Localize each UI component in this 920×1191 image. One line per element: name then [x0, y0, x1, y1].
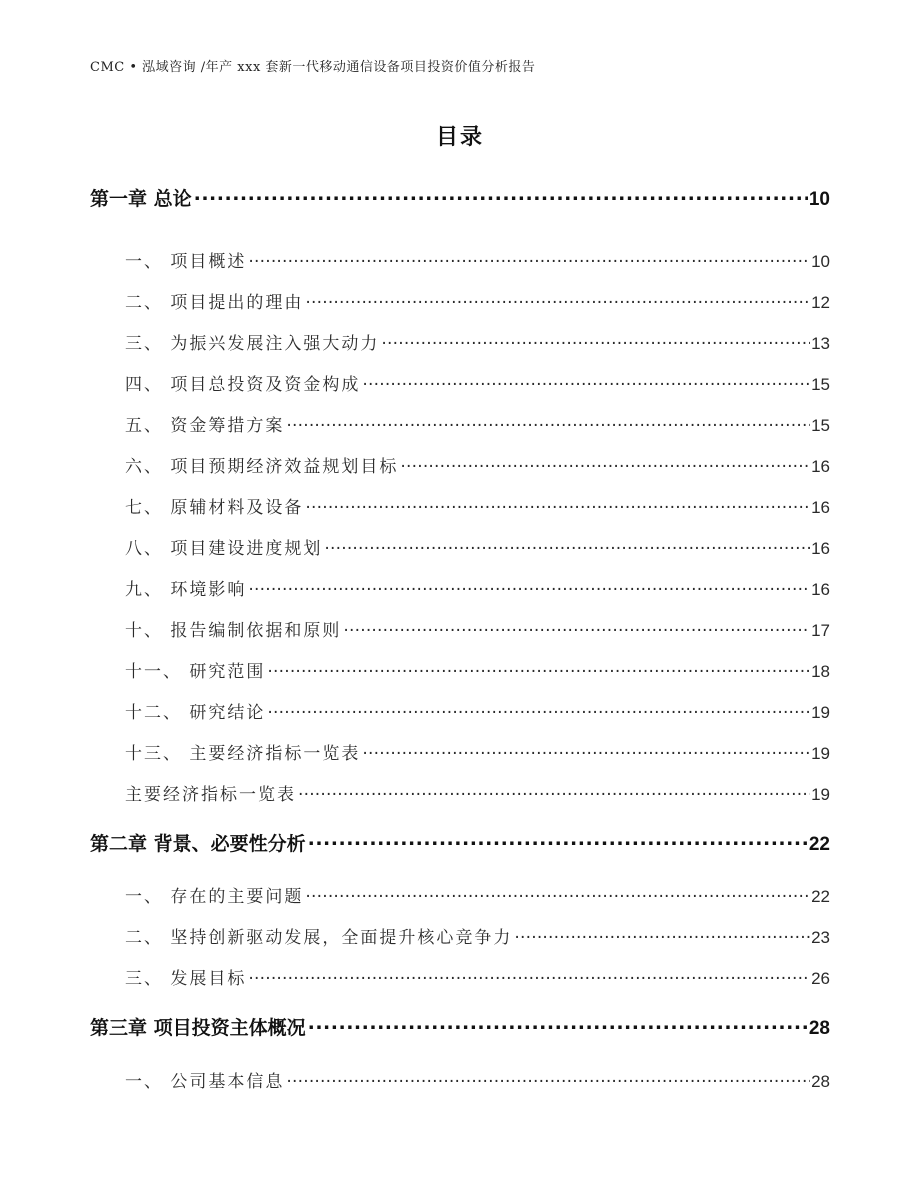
dot-leader [286, 414, 810, 431]
toc-chapter-entry[interactable] [90, 829, 830, 856]
toc-entry-label: 一、 公司基本信息 [125, 1072, 285, 1092]
toc-entry-page-number: 22 [808, 834, 830, 855]
dot-leader [305, 291, 810, 308]
toc-section-entry[interactable] [125, 575, 830, 600]
dot-leader [286, 1070, 810, 1087]
toc-entry-label: 主要经济指标一览表 [125, 785, 296, 805]
dot-leader [324, 537, 810, 554]
toc-entry-page-number: 15 [811, 416, 830, 435]
toc-entry-label: 二、 坚持创新驱动发展，全面提升核心竞争力 [125, 928, 513, 948]
dot-leader [343, 619, 810, 636]
toc-entry-page-number: 16 [811, 498, 830, 517]
toc-section-entry[interactable] [125, 534, 830, 559]
toc-entry-label: 第二章 背景、必要性分析 [90, 833, 306, 855]
dot-leader [248, 967, 810, 984]
toc-section-entry[interactable] [125, 288, 830, 313]
dot-leader [298, 783, 810, 800]
toc-entry-page-number: 16 [811, 457, 830, 476]
toc-entry-page-number: 10 [808, 189, 830, 210]
toc-entry-label: 二、 项目提出的理由 [125, 293, 304, 313]
toc-section-entry[interactable] [125, 923, 830, 948]
dot-leader [305, 885, 810, 902]
toc-entry-label: 一、 项目概述 [125, 252, 247, 272]
toc-entry-page-number: 13 [811, 334, 830, 353]
toc-section-entry[interactable] [125, 452, 830, 477]
toc-entry-page-number: 23 [811, 928, 830, 947]
dot-leader [267, 660, 810, 677]
toc-entry-label: 八、 项目建设进度规划 [125, 539, 323, 559]
running-header: CMC • 泓域咨询 /年产 xxx 套新一代移动通信设备项目投资价值分析报告 [90, 60, 536, 75]
dot-leader [400, 455, 810, 472]
toc-entry-label: 三、 发展目标 [125, 969, 247, 989]
toc-section-entry[interactable] [125, 964, 830, 989]
toc-section-entry[interactable] [125, 411, 830, 436]
dot-leader [194, 186, 808, 205]
toc-section-entry[interactable] [125, 616, 830, 641]
toc-entry-page-number: 19 [811, 744, 830, 763]
toc-entry-label: 七、 原辅材料及设备 [125, 498, 304, 518]
dot-leader [362, 373, 810, 390]
toc-entry-page-number: 26 [811, 969, 830, 988]
toc-entry-page-number: 18 [811, 662, 830, 681]
toc-entry-page-number: 16 [811, 539, 830, 558]
toc-entry-label: 四、 项目总投资及资金构成 [125, 375, 361, 395]
toc-entry-label: 五、 资金筹措方案 [125, 416, 285, 436]
toc-entry-page-number: 15 [811, 375, 830, 394]
toc-entry-label: 第一章 总论 [90, 188, 192, 210]
toc-entry-label: 十三、 主要经济指标一览表 [125, 744, 361, 764]
toc-section-entry[interactable] [125, 493, 830, 518]
dot-leader [308, 831, 808, 850]
toc-entry-page-number: 28 [808, 1018, 830, 1039]
toc-chapter-entry[interactable] [90, 1013, 830, 1040]
toc-entry-label: 十、 报告编制依据和原则 [125, 621, 342, 641]
toc-section-entry[interactable] [125, 882, 830, 907]
toc-entry-page-number: 16 [811, 580, 830, 599]
toc-entry-page-number: 10 [811, 252, 830, 271]
toc-entry-page-number: 12 [811, 293, 830, 312]
toc-entry-label: 十一、 研究范围 [125, 662, 266, 682]
toc-section-entry[interactable] [125, 698, 830, 723]
toc-entry-label: 三、 为振兴发展注入强大动力 [125, 334, 380, 354]
toc-entry-label: 十二、 研究结论 [125, 703, 266, 723]
dot-leader [305, 496, 810, 513]
dot-leader [248, 250, 810, 267]
dot-leader [381, 332, 810, 349]
toc-entry-page-number: 19 [811, 703, 830, 722]
toc-section-entry[interactable] [125, 1067, 830, 1092]
dot-leader [267, 701, 810, 718]
toc-entry-label: 第三章 项目投资主体概况 [90, 1017, 306, 1039]
toc-title: 目录 [435, 125, 484, 150]
toc-entry-page-number: 28 [811, 1072, 830, 1091]
dot-leader [514, 926, 810, 943]
toc-entry-label: 九、 环境影响 [125, 580, 247, 600]
toc-section-entry[interactable] [125, 739, 830, 764]
toc-entry-label: 六、 项目预期经济效益规划目标 [125, 457, 399, 477]
toc-section-entry[interactable] [125, 780, 830, 805]
dot-leader [362, 742, 810, 759]
dot-leader [248, 578, 810, 595]
toc-section-entry[interactable] [125, 657, 830, 682]
toc-entry-label: 一、 存在的主要问题 [125, 887, 304, 907]
toc-section-entry[interactable] [125, 247, 830, 272]
toc-section-entry[interactable] [125, 329, 830, 354]
toc-entry-page-number: 19 [811, 785, 830, 804]
toc-entry-page-number: 17 [811, 621, 830, 640]
toc-chapter-entry[interactable] [90, 184, 830, 211]
toc-section-entry[interactable] [125, 370, 830, 395]
toc-entry-page-number: 22 [811, 887, 830, 906]
dot-leader [308, 1015, 808, 1034]
